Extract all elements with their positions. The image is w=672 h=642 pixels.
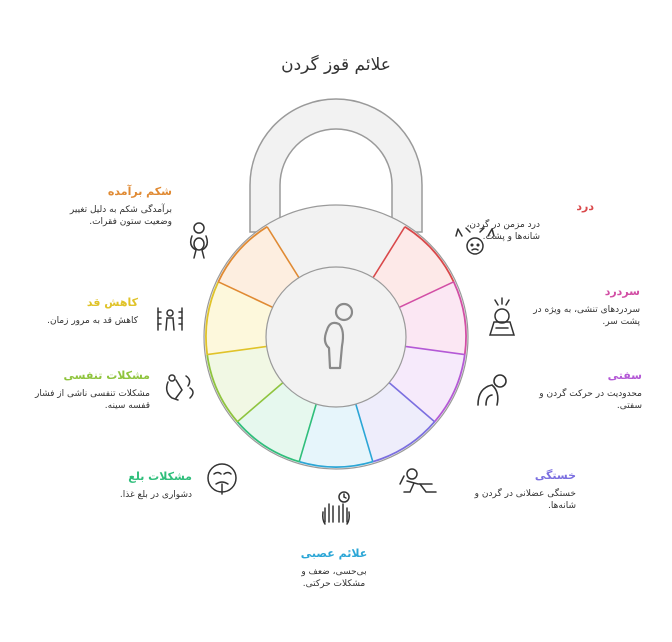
label-headache <box>520 285 640 328</box>
label-height-desc: کاهش قد به مرور زمان. <box>47 316 138 326</box>
nerve-hands-icon <box>323 492 350 524</box>
height-measure-icon <box>158 308 182 330</box>
label-stiffness-desc: محدودیت در حرکت گردن و سفتی. <box>539 389 642 411</box>
swallow-face-icon <box>208 464 236 494</box>
label-headache-desc: سردردهای تنشی، به ویژه در پشت سر. <box>533 305 640 327</box>
diagram-title: علائم قوز گردن <box>281 55 391 75</box>
label-neuro-desc: بی‌حسی، ضعف و مشکلات حرکتی. <box>301 567 367 589</box>
label-swallow-desc: دشواری در بلع غذا. <box>119 490 192 500</box>
label-belly-title: شکم برآمده <box>107 185 172 198</box>
label-belly <box>68 185 172 228</box>
label-breath-title: مشکلات تنفسی <box>63 369 150 382</box>
stiff-neck-icon <box>478 375 506 405</box>
label-height <box>36 296 138 327</box>
label-neuro-title: علائم عصبی <box>300 547 368 560</box>
label-breath <box>30 369 150 412</box>
headache-person-icon <box>490 298 514 335</box>
label-stiffness-title: سفتی <box>607 369 642 382</box>
lock-center <box>266 267 406 407</box>
label-fatigue-desc: خستگی عضلانی در گردن و شانه‌ها. <box>474 489 576 511</box>
label-belly-desc: برآمدگی شکم به دلیل تغییر وضعیت ستون فقرات. <box>69 205 172 227</box>
label-headache-title: سردرد <box>604 285 640 298</box>
label-pain <box>466 200 594 243</box>
label-swallow <box>92 470 192 501</box>
label-stiffness <box>518 369 642 412</box>
breathing-icon <box>167 375 193 400</box>
label-fatigue-title: خستگی <box>534 469 576 482</box>
belly-person-icon <box>191 223 208 258</box>
label-pain-title: درد <box>576 200 594 213</box>
tired-person-icon <box>400 469 436 492</box>
label-height-title: کاهش قد <box>86 296 138 309</box>
label-breath-desc: مشکلات تنفسی ناشی از فشار قفسه سینه. <box>35 389 150 411</box>
label-fatigue <box>448 469 576 512</box>
label-swallow-title: مشکلات بلع <box>128 470 192 483</box>
label-pain-desc: درد مزمن در گردن، شانه‌ها و پشت. <box>466 220 540 242</box>
label-neuro <box>286 547 382 590</box>
